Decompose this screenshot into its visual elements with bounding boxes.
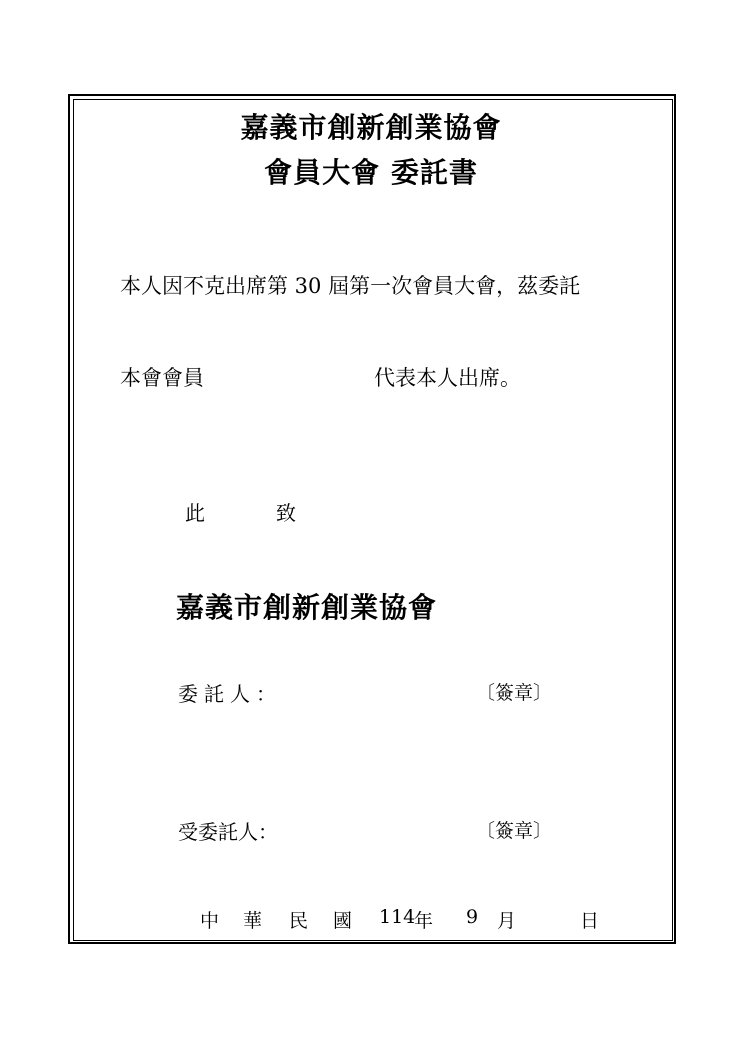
date-year-label: 年: [414, 910, 434, 932]
delegatee-label: 受委託人：: [178, 820, 278, 844]
date-day-label: 日: [580, 910, 600, 932]
date-hua: 華: [243, 910, 263, 932]
date-month-label: 月: [497, 910, 517, 932]
date-month: 9: [466, 906, 479, 928]
document-title-association: 嘉義市創新創業協會: [240, 111, 502, 144]
body-statement-line2-start: 本會會員: [120, 366, 204, 390]
date-zhong: 中: [200, 910, 220, 932]
delegatee-seal: 〔簽章〕: [476, 820, 553, 842]
date-guo: 國: [333, 910, 353, 932]
recipient-association: 嘉義市創新創業協會: [176, 591, 438, 624]
inner-border: [73, 99, 673, 941]
delegator-seal: 〔簽章〕: [476, 682, 553, 704]
salutation-ci: 此: [185, 501, 205, 525]
salutation-zhi: 致: [276, 501, 296, 525]
delegator-label: 委託人：: [178, 682, 282, 706]
date-year: 114: [379, 906, 416, 928]
date-min: 民: [289, 910, 309, 932]
body-statement-line1: 本人因不克出席第 30 屆第一次會員大會，茲委託: [120, 274, 581, 298]
body-statement-line2-end: 代表本人出席。: [374, 366, 521, 390]
document-title-proxy-form: 會員大會 委託書: [264, 156, 478, 189]
